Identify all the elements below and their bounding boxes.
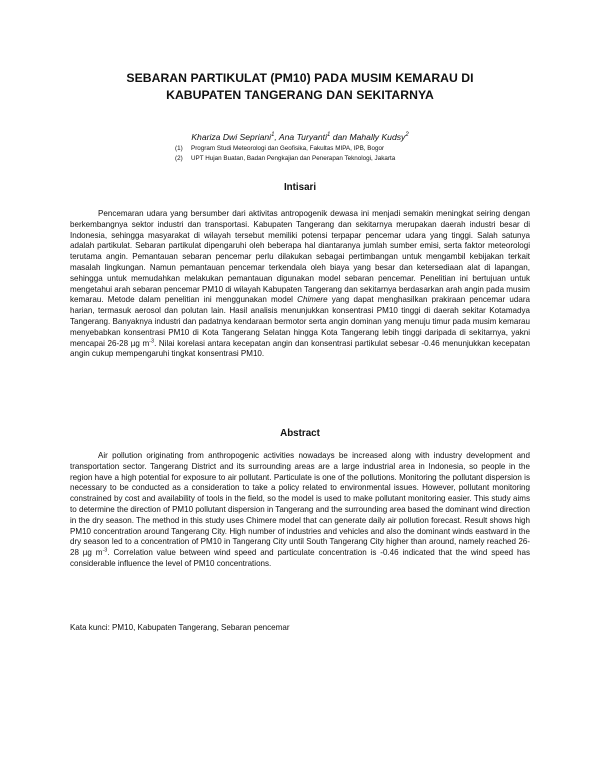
abstract-paragraph xyxy=(70,451,530,570)
abstract-unit-exponent: -3 xyxy=(102,547,108,554)
affiliation-number: (2) xyxy=(175,155,183,162)
author-name: Mahally Kudsy xyxy=(349,132,406,142)
author-separator: , xyxy=(274,132,279,142)
affiliation-list xyxy=(175,144,475,164)
abstract-heading: Abstract xyxy=(280,428,320,439)
author-affil-mark: 2 xyxy=(405,132,409,139)
author-affil-mark: 1 xyxy=(326,132,331,139)
intisari-text-part-3: . Nilai korelasi antara kecepatan angin dan konsentrasi partikulat sebesar -0.46 menunjukkan kecepatan angin cukup mempengaruhi tingkat konsentrasi PM10. xyxy=(70,338,531,359)
affiliation-item xyxy=(175,144,475,154)
intisari-unit-exponent: -3 xyxy=(149,337,155,344)
author-affil-mark: 1 xyxy=(271,132,275,139)
affiliation-text: Program Studi Meteorologi dan Geofisika, Fakultas MIPA, IPB, Bogor xyxy=(191,145,385,152)
affiliation-item xyxy=(175,154,475,164)
keywords-line: Kata kunci: PM10, Kabupaten Tangerang, Sebaran pencemar xyxy=(70,623,290,632)
intisari-model-name: Chimere xyxy=(297,295,328,305)
author-separator: dan xyxy=(330,132,350,142)
paper-title-line-1: SEBARAN PARTIKULAT (PM10) PADA MUSIM KEMARAU DI xyxy=(126,71,474,85)
author-name: Khariza Dwi Sepriani xyxy=(191,132,272,142)
abstract-text-part-2: . Correlation value between wind speed and particulate concentration is -0.46 indicated that the wind speed has considerable influence the level of PM10 concentrations. xyxy=(70,548,530,568)
intisari-text-part-2: yang dapat menghasilkan prakiraan pencemar udara harian, termasuk aerosol dan polutan lain. Hasil analisis menunjukkan konsentrasi PM10 tinggi di daerah sekitar Kotamadya Tangerang. Banyaknya industri dan padatnya kendaraan bermotor serta angin dominan yang menuju timur pada musim kemarau menyebabkan konsentrasi PM10 di Kota Tangerang Selatan hingga Kota Tangerang lebih tinggi daripada di sekitarnya, yakni mencapai 26-28 µg m xyxy=(70,295,530,348)
intisari-heading: Intisari xyxy=(283,182,317,193)
intisari-paragraph xyxy=(70,209,530,360)
affiliation-text: UPT Hujan Buatan, Badan Pengkajian dan Penerapan Teknologi, Jakarta xyxy=(191,155,396,162)
paper-title xyxy=(70,70,530,104)
paper-title-line-2: KABUPATEN TANGERANG DAN SEKITARNYA xyxy=(166,88,434,102)
author-list xyxy=(150,131,450,143)
abstract-text-part-1: Air pollution originating from anthropogenic activities nowadays be increased along with industry development and transportation sector. Tangerang District and its surrounding areas are a large industrial area in Indonesia, so people in the region have a high potential for exposure to air pollutant. Particulate is one of the pollutions. Monitoring the pollutant dispersion is necessary to be conducted as a consideration to take a policy related to environmental issues. However, pollutant monitoring constrained by cost and availability of tools in the field, so the model is used to make pollutant monitoring easier. This study aims to determine the direction of PM10 pollutant dispersion in Tangerang and the surrounding area based the dominant wind direction in the dry season. The method in this study uses Chimere model that can generate daily air pollution forecast. Result shows high PM10 concentration around Tangerang City. High number of industries and vehicles and also the dominant winds eastward in the dry season led to a concentration of PM10 in Tangerang City until South Tangerang City higher than around, namely reached 26-28 µg m xyxy=(70,451,530,558)
affiliation-number: (1) xyxy=(175,145,183,152)
intisari-text-part-1: Pencemaran udara yang bersumber dari aktivitas antropogenik dewasa ini menjadi semakin meningkat seiring dengan berkembangnya sektor industri dan transportasi. Kabupaten Tangerang dan sekitarnya merupakan daerah industri besar di Indonesia, sehingga masyarakat di wilayah tersebut memiliki potensi terpapar pencemar udara yang tinggi. Salah satunya adalah partikulat. Sebaran partikulat dipengaruhi oleh beberapa hal diantaranya jumlah sumber emisi, serta faktor meteorologi terutama angin. Pemantauan sebaran pencemar perlu dilakukan sebagai pertimbangan untuk mengambil kebijakan terkait masalah lingkungan. Namun pemantauan pencemar terkendala oleh biaya yang besar dan ketersediaan alat di lapangan, sehingga untuk memudahkan melakukan pemantauan digunakan model sebaran pencemar. Penelitian ini bertujuan untuk mengetahui arah sebaran pencemar PM10 di wilayah Kabupaten Tangerang dan sekitarnya berdasarkan arah angin pada musim kemarau. Metode dalam penelitian ini menggunakan model xyxy=(70,209,530,305)
author-name: Ana Turyanti xyxy=(278,132,327,142)
